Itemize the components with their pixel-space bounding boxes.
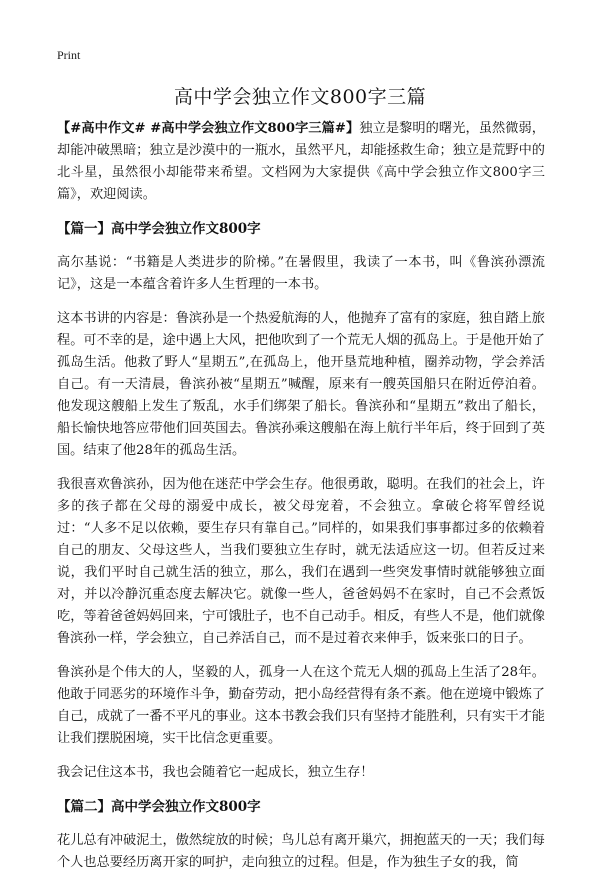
- intro-text: 独立是黎明的曙光，虽然微弱，却能冲破黑暗；独立是沙漠中的一瓶水，虽然平凡，却能拯救生命；独立是荒野中的北斗星，虽然很小却能带来希望。文档网为大家提供《高中学会独立作文800字三篇》，欢迎阅读。: [57, 121, 545, 202]
- page-title: 高中学会独立作文800字三篇: [173, 86, 427, 108]
- section-1-paragraph-1: 高尔基说：“书籍是人类进步的阶梯。”在暑假里，我读了一本书，叫《鲁滨孙漂流记》，这是一本蕴含着许多人生哲理的一本书。: [57, 255, 545, 292]
- section-1-paragraph-5: 我会记住这本书，我也会随着它一起成长，独立生存！: [57, 765, 374, 780]
- section-1-paragraph-2: 这本书讲的内容是：鲁滨孙是一个热爱航海的人，他抛弃了富有的家庭，独自踏上旅程。可不幸的是，途中遇上大风，把他吹到了一个荒无人烟的孤岛上。于是他开始了孤岛生活。他救了野人“星期五”,在孤岛上，他开垦荒地种植，圈养动物，学会养活自己。有一天清晨，鲁滨孙被“星期五”喊醒，原来有一艘英国船只在附近停泊着。他发现这艘船上发生了叛乱，水手们绑架了船长。鲁滨孙和“星期五”救出了船长，船长愉快地答应带他们回英国去。鲁滨孙乘这艘船在海上航行半年后，终于回到了英国。结束了他28年的孤岛生活。: [57, 311, 545, 458]
- intro-tag: 【#高中作文# #高中学会独立作文800字三篇#】: [57, 121, 360, 136]
- section-1-paragraph-3: 我很喜欢鲁滨孙，因为他在迷茫中学会生存。他很勇敢，聪明。在我们的社会上，许多的孩子都在父母的溺爱中成长，被父母宠着，不会独立。拿破仑将军曾经说过：“人多不足以依赖，要生存只有靠自己。”同样的，如果我们事事都过多的依赖着自己的朋友、父母这些人，当我们要独立生存时，就无法适应这一切。但若反过来说，我们平时自己就生活的独立，那么，我们在遇到一些突发事情时就能够独立面对，并以冷静沉重态度去解决它。就像一些人，爸爸妈妈不在家时，自己不会煮饭吃，等着爸爸妈妈回来，宁可饿肚子，也不自己动手。相反，有些人不是，他们就像鲁滨孙一样，学会独立，自己养活自己，而不是过着衣来伸手，饭来张口的日子。: [57, 477, 545, 646]
- section-2-heading: 【篇二】高中学会独立作文800字: [57, 799, 261, 815]
- article-body: [57, 118, 545, 886]
- section-1-paragraph-4: 鲁滨孙是个伟大的人，坚毅的人，孤身一人在这个荒无人烟的孤岛上生活了28年。他敢于同恶劣的环境作斗争，勤奋劳动，把小岛经营得有条不紊。他在逆境中锻炼了自己，成就了一番不平凡的事业。这本书教会我们只有坚持才能胜利，只有实干才能让我们摆脱困境，实干比信念更重要。: [57, 665, 545, 746]
- intro-paragraph: [57, 118, 545, 206]
- print-link[interactable]: Print: [57, 48, 81, 62]
- section-1-heading: 【篇一】高中学会独立作文800字: [57, 221, 261, 237]
- section-2-paragraph-1: 花儿总有冲破泥土，傲然绽放的时候；鸟儿总有离开巢穴，拥抱蓝天的一天；我们每个人也总要经历离开家的呵护，走向独立的过程。但是，作为独生子女的我，简: [57, 833, 545, 870]
